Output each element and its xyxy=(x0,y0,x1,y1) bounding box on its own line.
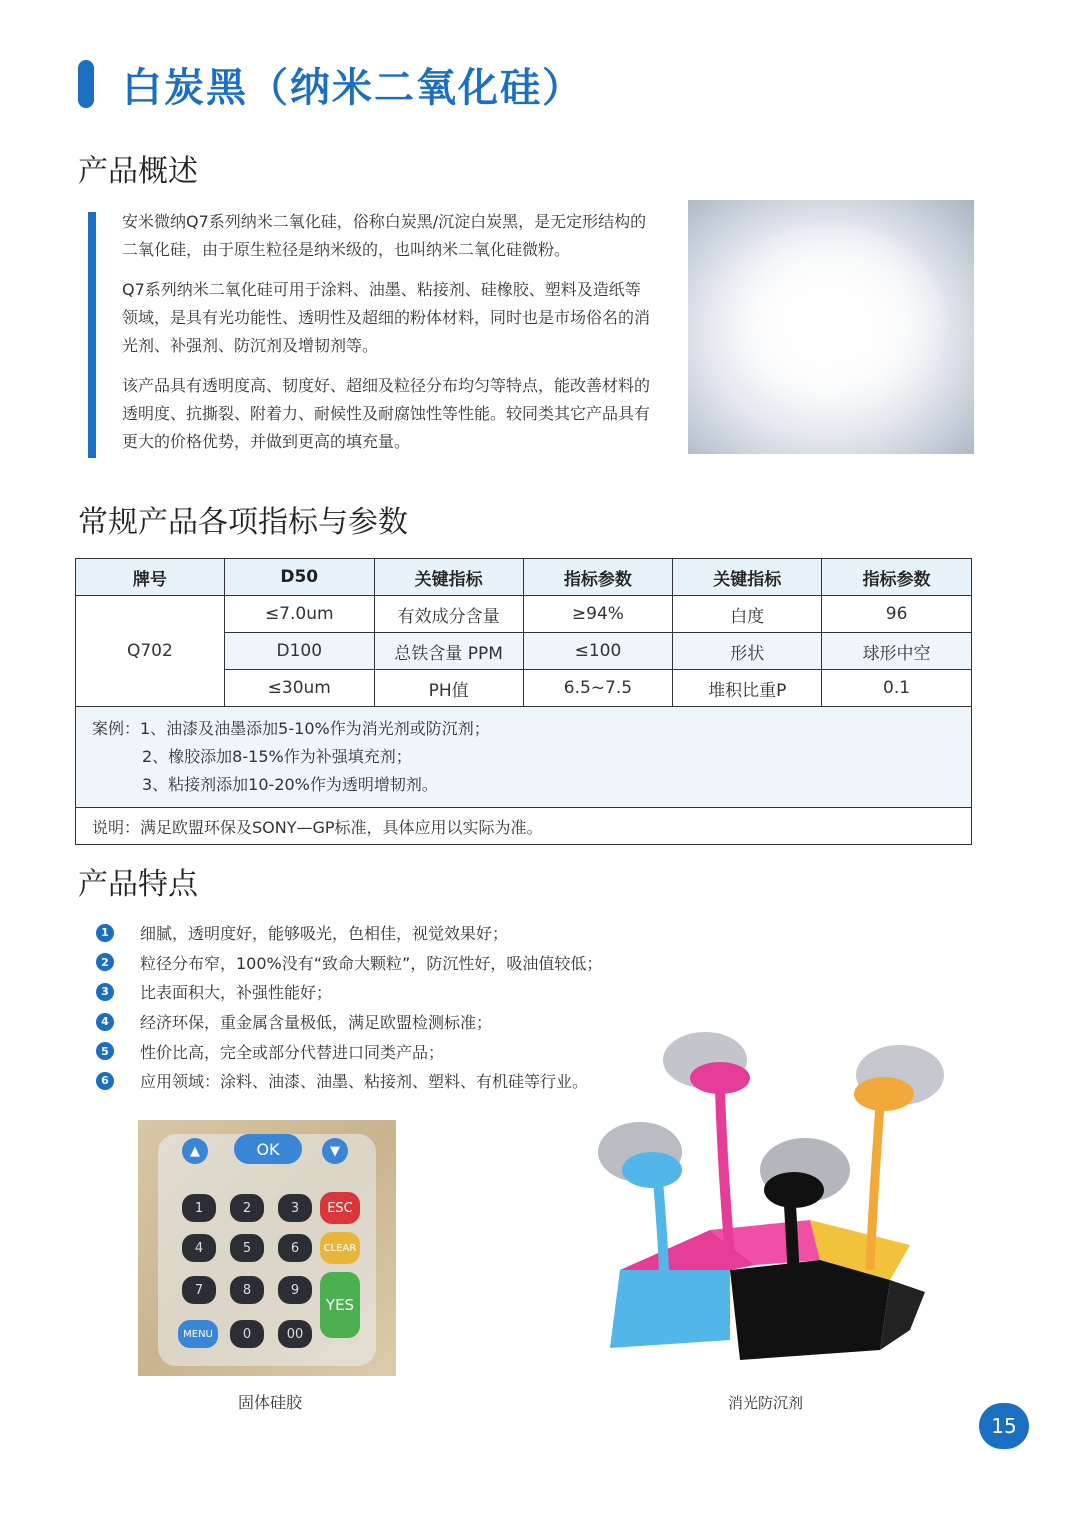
key-0: 0 xyxy=(230,1320,264,1348)
cases-cell xyxy=(76,707,972,808)
header-param-1: 指标参数 xyxy=(523,559,673,596)
key-3: 3 xyxy=(278,1194,312,1222)
features-heading: 产品特点 xyxy=(78,867,198,902)
key-5: 5 xyxy=(230,1234,264,1262)
list-item xyxy=(96,1036,602,1066)
paint-bucket-icon xyxy=(663,1032,750,1094)
cases-row xyxy=(76,707,972,808)
table-cell: 96 xyxy=(822,596,972,633)
table-cell: ≤30um xyxy=(224,670,374,707)
clear-key: CLEAR xyxy=(320,1232,360,1264)
key-2: 2 xyxy=(230,1194,264,1222)
feature-text: 经济环保，重金属含量极低，满足欧盟检测标准； xyxy=(140,1013,493,1033)
feature-text: 比表面积大，补强性能好； xyxy=(140,983,333,1003)
overview-accent-bar xyxy=(88,212,96,458)
table-cell: 堆积比重P xyxy=(673,670,822,707)
paint-caption: 消光防沉剂 xyxy=(728,1394,804,1412)
header-param-2: 指标参数 xyxy=(822,559,972,596)
table-cell: 6.5~7.5 xyxy=(523,670,673,707)
header-d50: D50 xyxy=(224,559,374,596)
paint-buckets-image xyxy=(580,1030,960,1375)
table-cell: 形状 xyxy=(673,633,822,670)
feature-text: 粒径分布窄，100%没有“致命大颗粒”，防沉性好，吸油值较低； xyxy=(140,953,603,973)
paint-bucket-icon xyxy=(598,1122,682,1188)
params-table xyxy=(75,558,972,845)
key-9: 9 xyxy=(278,1276,312,1304)
key-4: 4 xyxy=(182,1234,216,1262)
table-row xyxy=(76,596,972,633)
overview-paragraph-2: Q7系列纳米二氧化硅可用于涂料、油墨、粘接剂、硅橡胶、塑料及造纸等领域，是具有光功能性、透明性及超细的粉体材料，同时也是市场俗名的消光剂、补强剂、防沉剂及增韧剂等。 xyxy=(122,280,651,355)
table-cell: 白度 xyxy=(673,596,822,633)
list-item xyxy=(96,1066,602,1096)
yes-key: YES xyxy=(320,1272,360,1338)
page-title: 白炭黑（纳米二氧化硅） xyxy=(122,65,584,111)
feature-text: 性价比高，完全或部分代替进口同类产品； xyxy=(140,1042,445,1062)
number-badge: 6 xyxy=(96,1072,114,1090)
list-item xyxy=(96,918,602,948)
overview-text xyxy=(122,208,652,468)
number-badge: 1 xyxy=(96,924,114,942)
esc-key: ESC xyxy=(320,1192,360,1224)
overview-paragraph-3: 该产品具有透明度高、韧度好、超细及粒径分布均匀等特点，能改善材料的透明度、抗撕裂、附着力、耐候性及耐腐蚀性等性能。较同类其它产品具有更大的价格优势，并做到更高的填充量。 xyxy=(122,376,651,451)
table-cell: PH值 xyxy=(374,670,523,707)
params-heading: 常规产品各项指标与参数 xyxy=(78,505,408,540)
table-cell: 0.1 xyxy=(822,670,972,707)
overview-paragraph-1: 安米微纳Q7系列纳米二氧化硅，俗称白炭黑/沉淀白炭黑，是无定形结构的二氧化硅，由于原生粒径是纳米级的，也叫纳米二氧化硅微粉。 xyxy=(122,212,647,259)
header-key-index-1: 关键指标 xyxy=(374,559,523,596)
note-cell: 说明：满足欧盟环保及SONY—GP标准，具体应用以实际为准。 xyxy=(76,808,972,845)
number-badge: 3 xyxy=(96,983,114,1001)
silica-powder-image xyxy=(688,200,974,454)
key-00: 00 xyxy=(278,1320,312,1348)
table-cell: D100 xyxy=(224,633,374,670)
features-list xyxy=(96,918,602,1096)
down-arrow-icon: ▼ xyxy=(322,1138,348,1164)
case-line-2: 2、橡胶添加8-15%作为补强填充剂； xyxy=(142,747,412,766)
header-brand: 牌号 xyxy=(76,559,225,596)
list-item xyxy=(96,948,602,978)
table-cell: ≥94% xyxy=(523,596,673,633)
keypad-caption: 固体硅胶 xyxy=(238,1393,303,1412)
key-8: 8 xyxy=(230,1276,264,1304)
number-badge: 2 xyxy=(96,953,114,971)
table-cell: ≤7.0um xyxy=(224,596,374,633)
key-1: 1 xyxy=(182,1194,216,1222)
number-badge: 5 xyxy=(96,1042,114,1060)
note-row xyxy=(76,808,972,845)
number-badge: 4 xyxy=(96,1013,114,1031)
feature-text: 细腻，透明度好，能够吸光，色相佳，视觉效果好； xyxy=(140,924,509,944)
feature-text: 应用领域：涂料、油漆、油墨、粘接剂、塑料、有机硅等行业。 xyxy=(140,1072,589,1092)
case-line-1: 案例：1、油漆及油墨添加5-10%作为消光剂或防沉剂； xyxy=(92,719,490,738)
title-accent-bar xyxy=(78,60,94,108)
table-cell: ≤100 xyxy=(523,633,673,670)
paint-bucket-icon xyxy=(760,1138,850,1208)
table-cell: 总铁含量 PPM xyxy=(374,633,523,670)
key-7: 7 xyxy=(182,1276,216,1304)
menu-key: MENU xyxy=(178,1320,218,1348)
case-line-3: 3、粘接剂添加10-20%作为透明增韧剂。 xyxy=(142,775,438,794)
silicone-keypad-image xyxy=(138,1120,396,1376)
header-key-index-2: 关键指标 xyxy=(673,559,822,596)
list-item xyxy=(96,1007,602,1037)
table-header-row xyxy=(76,559,972,596)
table-cell: 球形中空 xyxy=(822,633,972,670)
up-arrow-icon: ▲ xyxy=(182,1138,208,1164)
page-number: 15 xyxy=(979,1403,1029,1449)
list-item xyxy=(96,977,602,1007)
paint-bucket-icon xyxy=(854,1045,944,1111)
ok-key: OK xyxy=(234,1134,302,1164)
brand-cell: Q702 xyxy=(76,596,225,707)
overview-heading: 产品概述 xyxy=(78,154,198,189)
key-6: 6 xyxy=(278,1234,312,1262)
table-cell: 有效成分含量 xyxy=(374,596,523,633)
puzzle-icon xyxy=(610,1220,925,1360)
